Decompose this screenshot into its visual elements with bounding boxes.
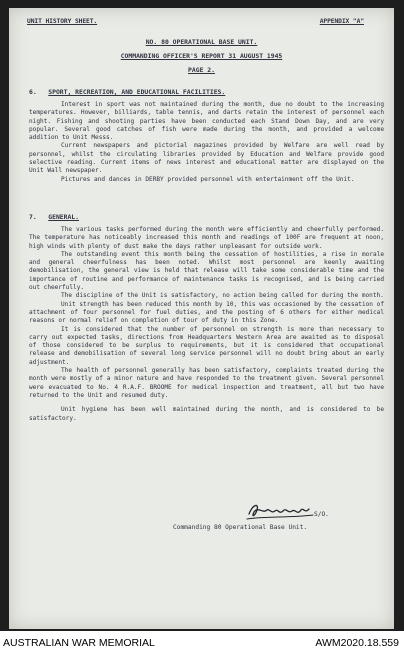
signature-rank: S/O. (314, 511, 329, 518)
section-7-paragraph: It is considered that the number of personnel on strength is more than necessary to carry out expected tasks, directions from Headquarters Western Area are awaited as to disposal of those considered to be surplus to requirements, but it is considered that occupational release and demobilisation of several long service personnel will no doubt bring about an early adjustment. (29, 325, 384, 366)
section-7-number: 7. (29, 213, 37, 221)
section-7-title: GENERAL. (48, 213, 80, 221)
section-6-body (29, 101, 384, 184)
section-7-heading (29, 213, 79, 221)
footer-institution: AUSTRALIAN WAR MEMORIAL (3, 637, 155, 649)
handwritten-signature (245, 500, 315, 522)
section-7-paragraph: Unit hygiene has been well maintained during the month, and is considered to be satisfactory. (29, 406, 384, 422)
signature-title: Commanding 80 Operational Base Unit. (173, 524, 308, 531)
section-7-paragraph: The health of personnel generally has been satisfactory, complaints treated during the month were mostly of a minor nature and have responded to the treatment given. Several personnel were evacuated to No. 4 R.A.F. BROOME for medical inspection and treatment, all but two have returned to the Unit and resumed duty. (29, 367, 384, 399)
section-6-title: SPORT, RECREATION, AND EDUCATIONAL FACILITIES. (48, 88, 226, 96)
section-7-paragraph: Unit strength has been reduced this month by 10, this was occasioned by the cessation of attachment of four personnel for fuel duties, and the posting of 6 others for either medical reasons or normal relief on completion of tour of duty in this Zone. (29, 300, 384, 325)
report-title: COMMANDING OFFICER'S REPORT 31 AUGUST 1945 (120, 52, 283, 60)
section-7-paragraph: The discipline of the Unit is satisfactory, no action being called for during the month. (61, 292, 384, 300)
document-page (9, 8, 394, 629)
section-7-body (29, 226, 384, 423)
section-7-paragraph: The various tasks performed during the month were efficiently and cheerfully performed. The temperature has noticeably increased this month and readings of 100F are frequent at noon, high winds with plenty of dust make the days rather unpleasant for outside work. (29, 226, 384, 250)
section-6-number: 6. (29, 88, 37, 96)
section-7-paragraph: The outstanding event this month being the cessation of hostilities, a rise in morale and general cheerfulness has been noted. Whilst most personnel are keenly awaiting demobilisation, the general view is held that release will take some considerable time and the importance of routine and performance of maintenance tasks is recognised, and is being carried out cheerfully. (29, 250, 384, 292)
header-right: APPENDIX "A" (319, 18, 364, 25)
page-number: PAGE 2. (188, 66, 215, 74)
footer-bar (0, 631, 404, 653)
section-6-paragraph: Pictures and dances in DERBY provided personnel with entertainment off the Unit. (61, 175, 355, 183)
header-left: UNIT HISTORY SHEET. (27, 18, 98, 25)
section-6-paragraph: Current newspapers and pictorial magazines provided by Welfare are well read by personnel, whilst the circulating libraries provided by Education and Welfare provide good selective reading. Current items of news interest and educational matter are displayed on the Unit Wall newspaper. (29, 142, 384, 175)
footer-accession-number: AWM2020.18.559 (315, 637, 399, 649)
section-6-paragraph: Interest in sport was not maintained during the month, due no doubt to the increasing temperatures. However, billiards, table tennis, and darts retain the interest of personnel each night. Fishing and shooting parties have been conducted each Stand Down Day, and are very popular. Several good catches of fish were made during the month, and provided a welcome addition to Unit Messs. (29, 101, 384, 142)
unit-name: NO. 80 OPERATIONAL BASE UNIT. (145, 38, 258, 46)
section-6-heading (29, 88, 225, 96)
